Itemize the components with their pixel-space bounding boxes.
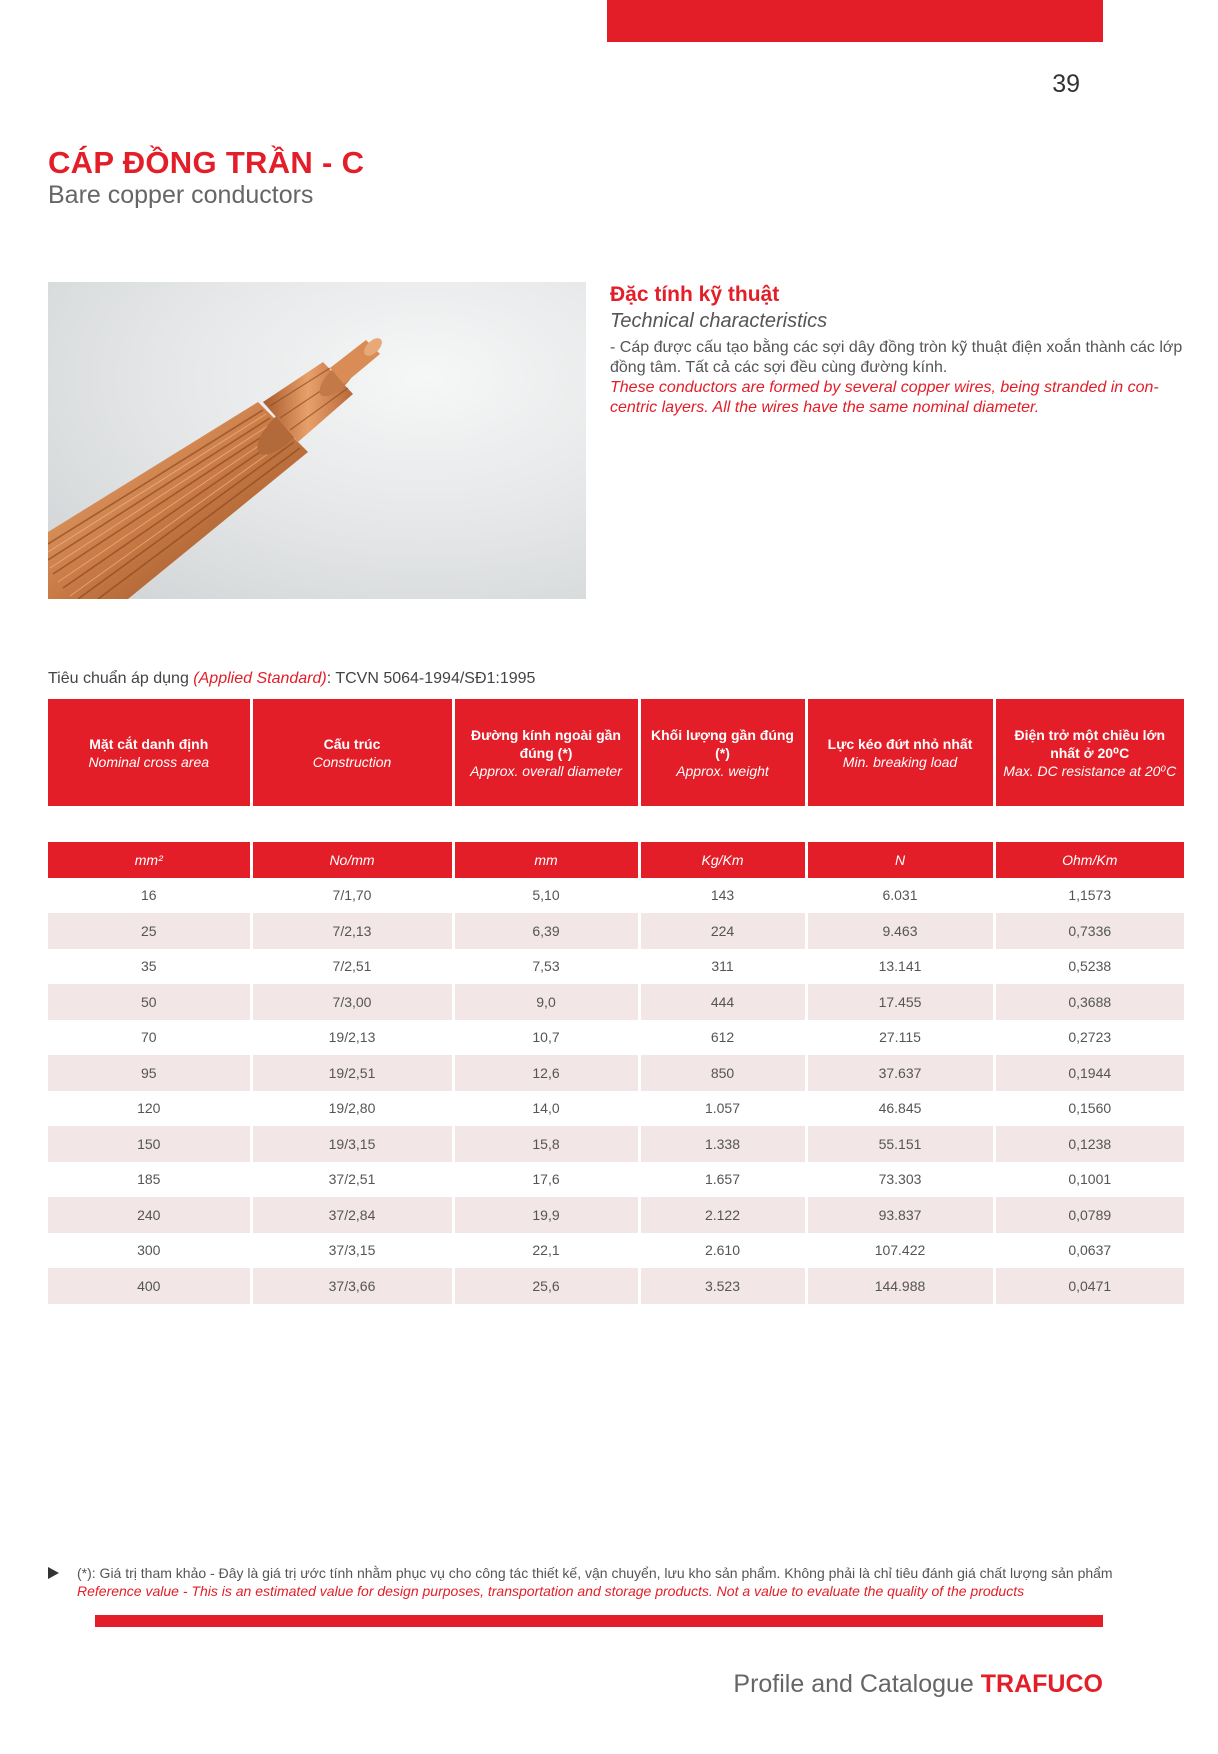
table-row bbox=[48, 1020, 1184, 1056]
unit-header: No/mm bbox=[251, 842, 453, 878]
unit-header: Ohm/Km bbox=[994, 842, 1184, 878]
table-cell: 143 bbox=[639, 878, 806, 914]
table-row bbox=[48, 878, 1184, 914]
table-cell: 5,10 bbox=[453, 878, 639, 914]
table-header-row bbox=[48, 699, 1184, 806]
table-unit-row bbox=[48, 842, 1184, 878]
table-cell: 1.057 bbox=[639, 1091, 806, 1127]
table-row bbox=[48, 1197, 1184, 1233]
footer-brand: TRAFUCO bbox=[980, 1670, 1103, 1698]
table-cell: 107.422 bbox=[806, 1233, 994, 1269]
table-row bbox=[48, 1268, 1184, 1304]
footer bbox=[733, 1670, 1103, 1699]
table-cell: 70 bbox=[140, 1029, 157, 1046]
table-cell: 311 bbox=[639, 949, 806, 985]
column-header: Mặt cắt danh định Nominal cross area bbox=[48, 699, 251, 806]
table-cell: 0,1001 bbox=[994, 1162, 1184, 1198]
table-cell: 19/2,80 bbox=[251, 1091, 453, 1127]
column-header: Điện trở một chiều lớn nhất ở 20⁰C Max. DC resistance at 20⁰C bbox=[994, 699, 1184, 806]
table-cell: 19/2,13 bbox=[251, 1020, 453, 1056]
table-cell: 0,1560 bbox=[994, 1091, 1184, 1127]
table-row bbox=[48, 984, 1184, 1020]
table-cell: 10,7 bbox=[453, 1020, 639, 1056]
table-cell: 850 bbox=[639, 1055, 806, 1091]
column-header: Đường kính ngoài gần đúng (*) Approx. overall diameter bbox=[453, 699, 639, 806]
page-subtitle: Bare copper conductors bbox=[48, 181, 314, 209]
column-header: Cấu trúc Construction bbox=[251, 699, 453, 806]
table-cell: 25 bbox=[48, 913, 251, 949]
table-cell: 0,0637 bbox=[994, 1233, 1184, 1269]
standard-label-vi: Tiêu chuẩn áp dụng bbox=[48, 670, 194, 687]
table-cell: 55.151 bbox=[806, 1126, 994, 1162]
table-cell: 612 bbox=[639, 1020, 806, 1056]
table-cell: 12,6 bbox=[453, 1055, 639, 1091]
table-cell: 224 bbox=[639, 913, 806, 949]
table-cell: 0,2723 bbox=[994, 1020, 1184, 1056]
table-cell: 400 bbox=[48, 1268, 251, 1304]
table-cell: 37/3,66 bbox=[251, 1268, 453, 1304]
table-cell: 185 bbox=[137, 1171, 161, 1188]
table-cell: 7/2,51 bbox=[251, 949, 453, 985]
table-cell: 9,0 bbox=[453, 984, 639, 1020]
copper-conductor-photo bbox=[48, 282, 586, 599]
table-cell: 0,0471 bbox=[994, 1268, 1184, 1304]
applied-standard bbox=[48, 670, 535, 688]
table-cell: 7/1,70 bbox=[251, 878, 453, 914]
standard-label-en: (Applied Standard) bbox=[193, 670, 327, 687]
table-cell: 73.303 bbox=[806, 1162, 994, 1198]
table-cell: 37/3,15 bbox=[251, 1233, 453, 1269]
column-header: Khối lượng gần đúng (*) Approx. weight bbox=[639, 699, 806, 806]
tech-description-en: These conductors are formed by several copper wires, being stranded in con-centric layers. All the wires have the same nominal diameter. bbox=[610, 379, 1159, 416]
table-cell: 25,6 bbox=[453, 1268, 639, 1304]
table-cell: 6,39 bbox=[453, 913, 639, 949]
table-cell: 16 bbox=[140, 887, 157, 904]
table-cell: 19/3,15 bbox=[251, 1126, 453, 1162]
table-cell: 0,3688 bbox=[994, 984, 1184, 1020]
top-accent-bar bbox=[607, 0, 1103, 42]
table-cell: 144.988 bbox=[806, 1268, 994, 1304]
footer-text: Profile and Catalogue bbox=[733, 1670, 981, 1698]
table-cell: 7/3,00 bbox=[251, 984, 453, 1020]
technical-characteristics bbox=[610, 282, 1190, 418]
table-cell: 19/2,51 bbox=[251, 1055, 453, 1091]
table-cell: 240 bbox=[48, 1197, 251, 1233]
unit-header: N bbox=[806, 842, 994, 878]
table-cell: 300 bbox=[137, 1242, 161, 1259]
unit-header: mm bbox=[453, 842, 639, 878]
footnote bbox=[77, 1564, 1187, 1600]
tech-subtitle: Technical characteristics bbox=[610, 310, 828, 332]
table-cell: 50 bbox=[48, 984, 251, 1020]
table-cell: 2.122 bbox=[639, 1197, 806, 1233]
table-cell: 17,6 bbox=[453, 1162, 639, 1198]
bottom-accent-bar bbox=[95, 1615, 1103, 1627]
table-cell: 37/2,51 bbox=[251, 1162, 453, 1198]
table-cell: 13.141 bbox=[806, 949, 994, 985]
table-cell: 22,1 bbox=[453, 1233, 639, 1269]
column-header: Lực kéo đứt nhỏ nhất Min. breaking load bbox=[806, 699, 994, 806]
table-cell: 93.837 bbox=[806, 1197, 994, 1233]
footnote-en: Reference value - This is an estimated value for design purposes, transportation and storage products. Not a value to evaluate the quality of the products bbox=[77, 1583, 1025, 1599]
table-cell: 3.523 bbox=[639, 1268, 806, 1304]
table-cell: 1,1573 bbox=[994, 878, 1184, 914]
tech-description-vi: - Cáp được cấu tạo bằng các sợi dây đồng tròn kỹ thuật điện xoắn thành các lớp đồng tâm. Tất cả các sợi đều cùng đường kính. bbox=[610, 339, 1183, 376]
table-cell: 95 bbox=[48, 1055, 251, 1091]
table-cell: 0,1238 bbox=[994, 1126, 1184, 1162]
table-cell: 15,8 bbox=[453, 1126, 639, 1162]
table-row bbox=[48, 1055, 1184, 1091]
table-cell: 2.610 bbox=[639, 1233, 806, 1269]
table-cell: 37/2,84 bbox=[251, 1197, 453, 1233]
table-cell: 37.637 bbox=[806, 1055, 994, 1091]
table-cell: 0,1944 bbox=[994, 1055, 1184, 1091]
specification-table bbox=[48, 699, 1184, 1304]
table-row bbox=[48, 913, 1184, 949]
page-title: CÁP ĐỒNG TRẦN - C bbox=[48, 145, 365, 180]
tech-title: Đặc tính kỹ thuật bbox=[610, 283, 780, 306]
table-cell: 9.463 bbox=[806, 913, 994, 949]
copper-cable-illustration bbox=[48, 282, 586, 599]
page-number: 39 bbox=[1052, 70, 1080, 98]
table-cell: 17.455 bbox=[806, 984, 994, 1020]
table-cell: 0,5238 bbox=[994, 949, 1184, 985]
unit-header: mm² bbox=[48, 842, 251, 878]
table-cell: 0,7336 bbox=[994, 913, 1184, 949]
table-row bbox=[48, 949, 1184, 985]
table-row bbox=[48, 1126, 1184, 1162]
table-cell: 150 bbox=[48, 1126, 251, 1162]
standard-value: : TCVN 5064-1994/SĐ1:1995 bbox=[326, 670, 536, 687]
unit-header: Kg/Km bbox=[639, 842, 806, 878]
table-cell: 6.031 bbox=[806, 878, 994, 914]
table-cell: 1.657 bbox=[639, 1162, 806, 1198]
table-cell: 46.845 bbox=[806, 1091, 994, 1127]
table-cell: 1.338 bbox=[639, 1126, 806, 1162]
table-row bbox=[48, 1091, 1184, 1127]
footnote-vi: (*): Giá trị tham khảo - Đây là giá trị ước tính nhằm phục vụ cho công tác thiết kế, vận chuyển, lưu kho sản phẩm. Không phải là chỉ tiêu đánh giá chất lượng sản phẩm bbox=[77, 1565, 1113, 1581]
table-cell: 35 bbox=[140, 958, 157, 975]
table-cell: 27.115 bbox=[806, 1020, 994, 1056]
table-cell: 7/2,13 bbox=[251, 913, 453, 949]
play-triangle-icon bbox=[48, 1567, 59, 1579]
table-row bbox=[48, 1233, 1184, 1269]
table-cell: 19,9 bbox=[453, 1197, 639, 1233]
table-cell: 14,0 bbox=[453, 1091, 639, 1127]
table-cell: 444 bbox=[639, 984, 806, 1020]
table-cell: 0,0789 bbox=[994, 1197, 1184, 1233]
table-body bbox=[48, 878, 1184, 1304]
table-row bbox=[48, 1162, 1184, 1198]
table-cell: 120 bbox=[137, 1100, 161, 1117]
table-cell: 7,53 bbox=[453, 949, 639, 985]
